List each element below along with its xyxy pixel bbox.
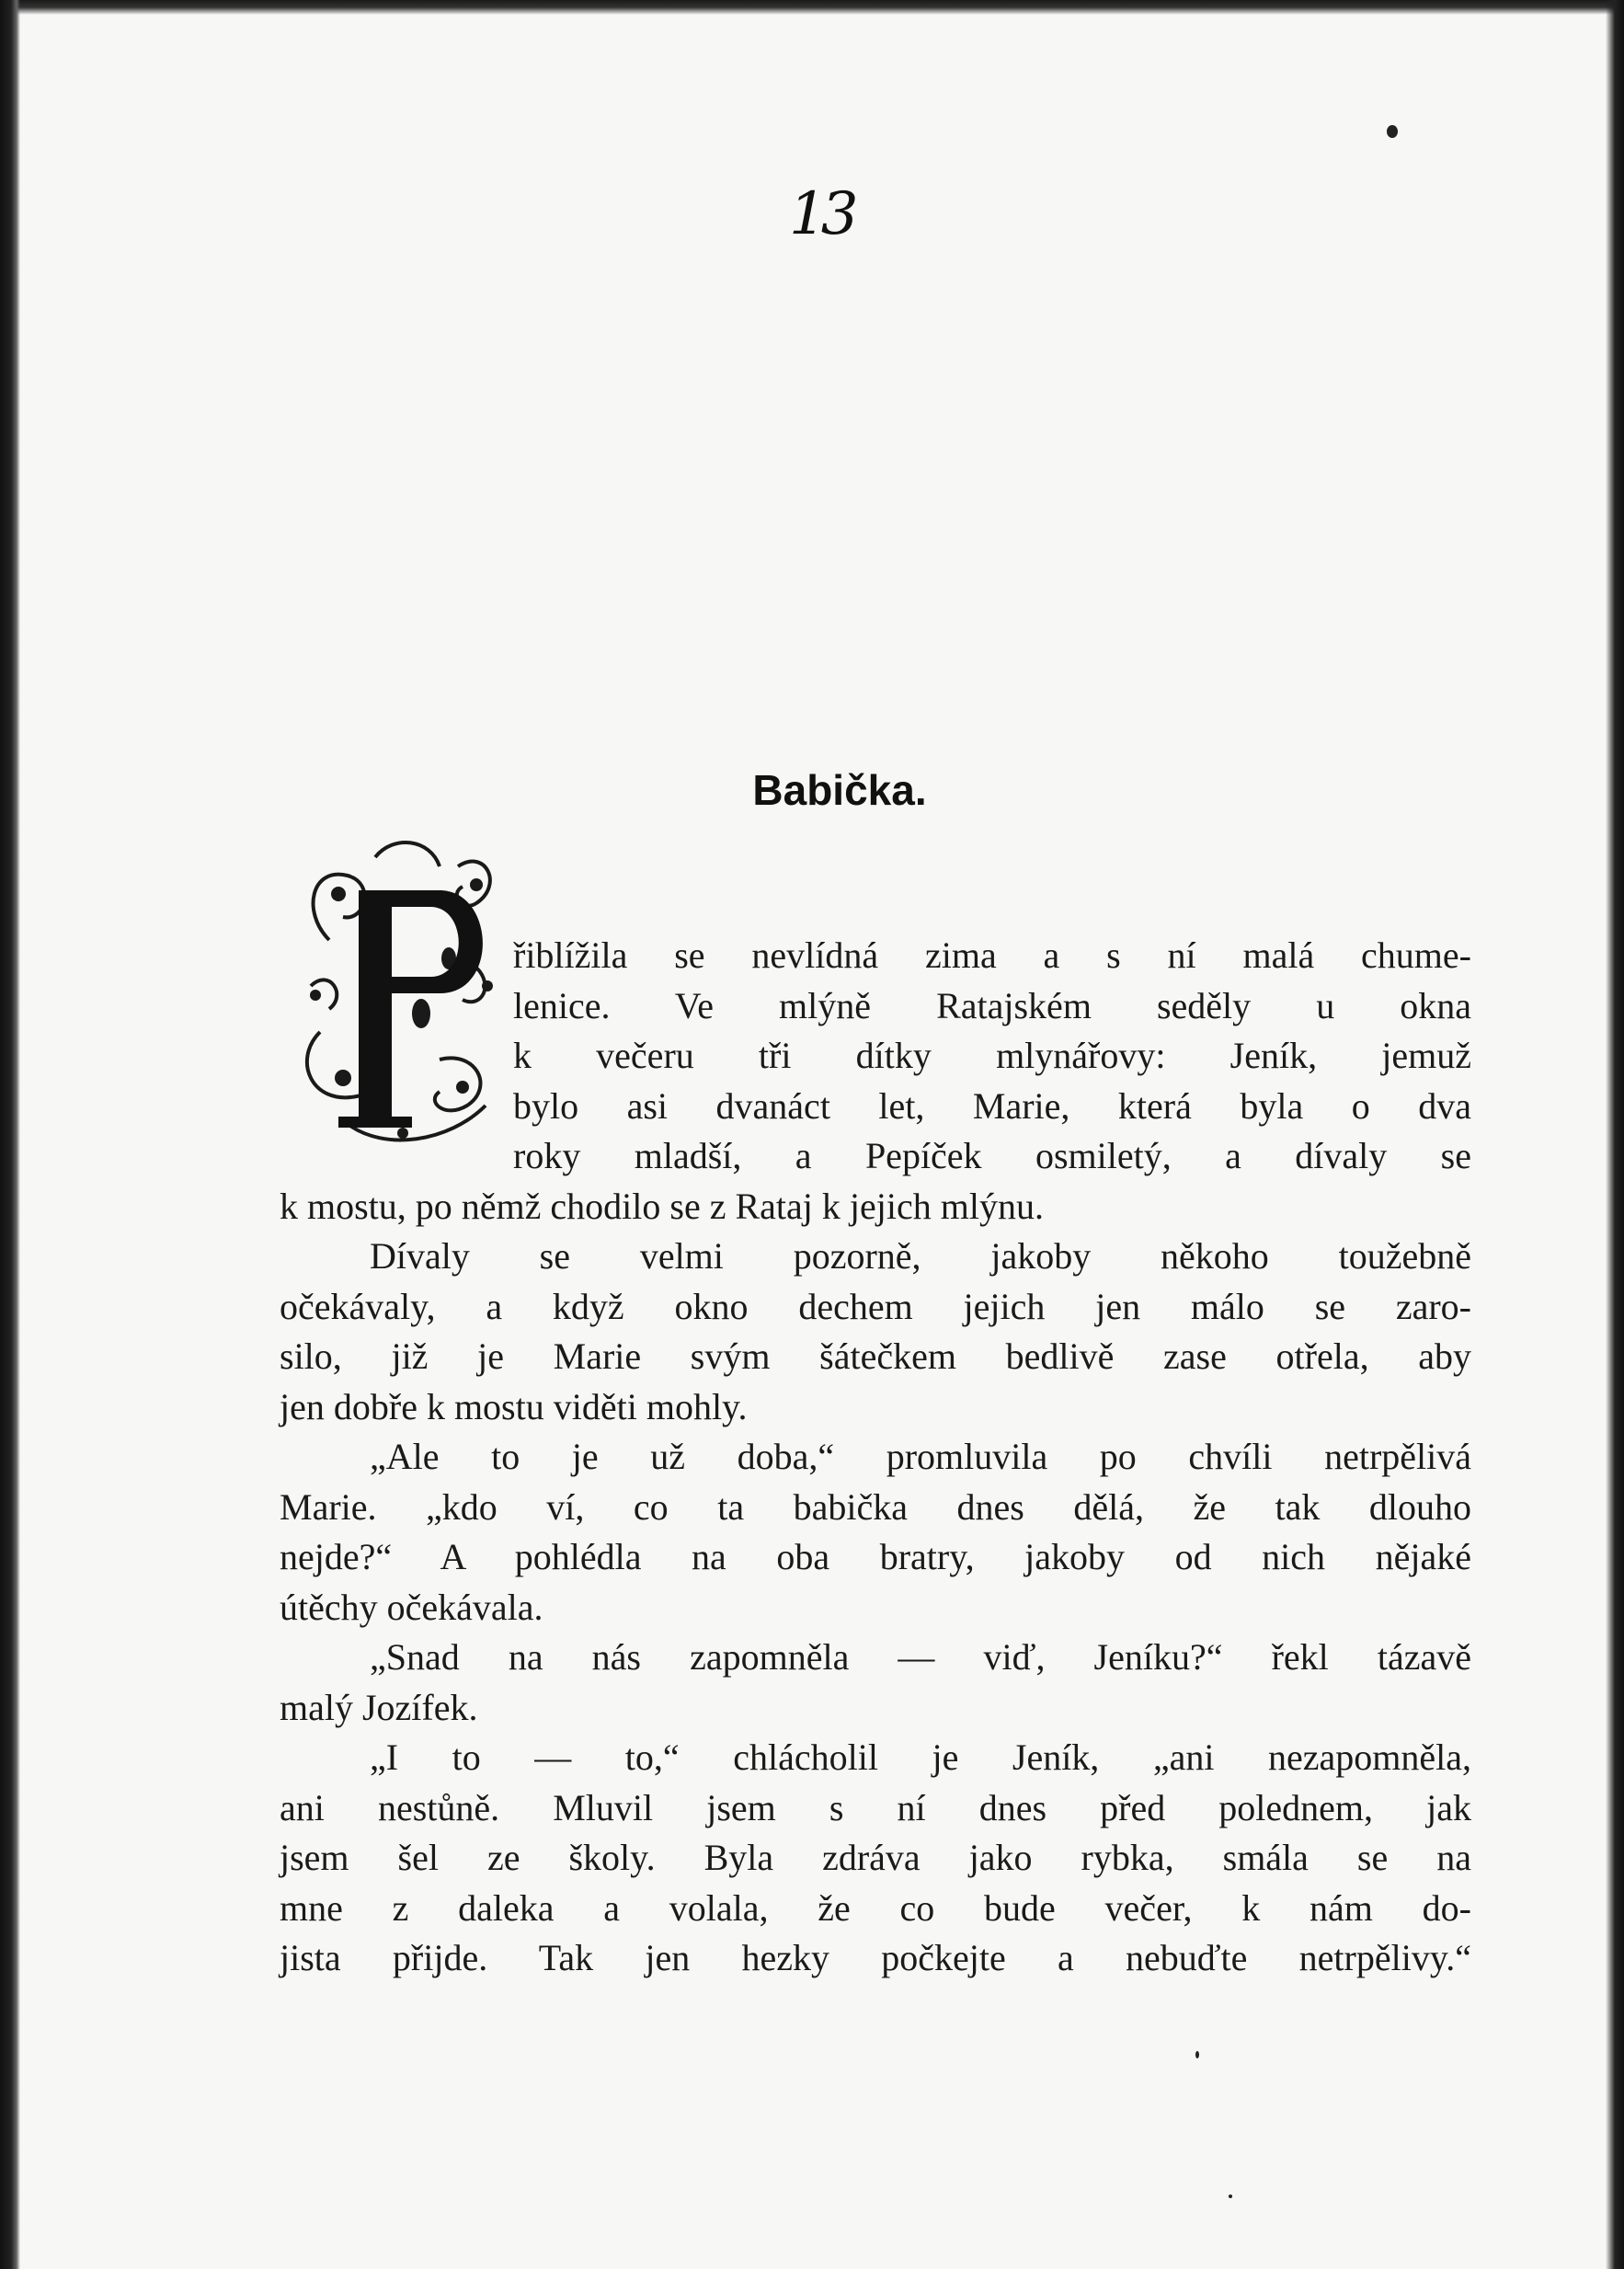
speck [1195, 2051, 1199, 2058]
body-text [280, 931, 1471, 1984]
text-line: „Ale to je už doba,“ promluvila po chvíli netrpělivá [370, 1436, 1471, 1477]
page-number: 13 [789, 180, 853, 248]
text-line: ani nestůně. Mluvil jsem s ní dnes před polednem, jak [280, 1786, 1471, 1828]
scan-edge-top [0, 0, 1624, 15]
speck [1229, 2195, 1232, 2198]
text-line: lenice. Ve mlýně Ratajském seděly u okna [513, 984, 1471, 1026]
text-line: nejde?“ A pohlédla na oba bratry, jakoby od nich nějaké [280, 1536, 1471, 1577]
text-line: Dívaly se velmi pozorně, jakoby někoho toužebně [370, 1235, 1471, 1277]
text-line: silo, již je Marie svým šátečkem bedlivě zase otřela, aby [280, 1335, 1471, 1377]
text-line: mne z daleka a volala, že co bude večer, k nám do- [280, 1886, 1471, 1929]
chapter-title: Babička. [752, 766, 927, 814]
text-line: „I to — to,“ chlácholil je Jeník, „ani nezapomněla, [370, 1736, 1471, 1778]
text-line: Marie. „kdo ví, co ta babička dnes dělá, že tak dlouho [280, 1485, 1471, 1528]
text-line: roky mladší, a Pepíček osmiletý, a dívaly se [513, 1135, 1471, 1176]
text-line: řiblížila se nevlídná zima a s ní malá chume- [513, 934, 1471, 976]
text-line: k večeru tři dítky mlynářovy: Jeník, jemuž [513, 1035, 1471, 1076]
text-line: jsem šel ze školy. Byla zdráva jako rybka, smála se na [280, 1837, 1471, 1878]
scan-edge-right [1606, 0, 1624, 2269]
text-line: k mostu, po němž chodilo se z Rataj k jejich mlýnu. [280, 1185, 1044, 1227]
text-line: útěchy očekávala. [280, 1586, 543, 1628]
text-line: jen dobře k mostu viděti mohly. [280, 1385, 748, 1427]
speck [1387, 125, 1398, 138]
text-line: malý Jozífek. [280, 1686, 478, 1728]
text-line: „Snad na nás zapomněla — viď, Jeníku?“ řekl tázavě [370, 1636, 1471, 1678]
text-line: bylo asi dvanáct let, Marie, která byla o dva [513, 1084, 1471, 1127]
text-line: jista přijde. Tak jen hezky počkejte a nebuďte netrpělivy.“ [280, 1937, 1471, 1978]
scan-edge-left [0, 0, 20, 2269]
text-line: očekávaly, a když okno dechem jejich jen málo se zaro- [280, 1285, 1471, 1327]
